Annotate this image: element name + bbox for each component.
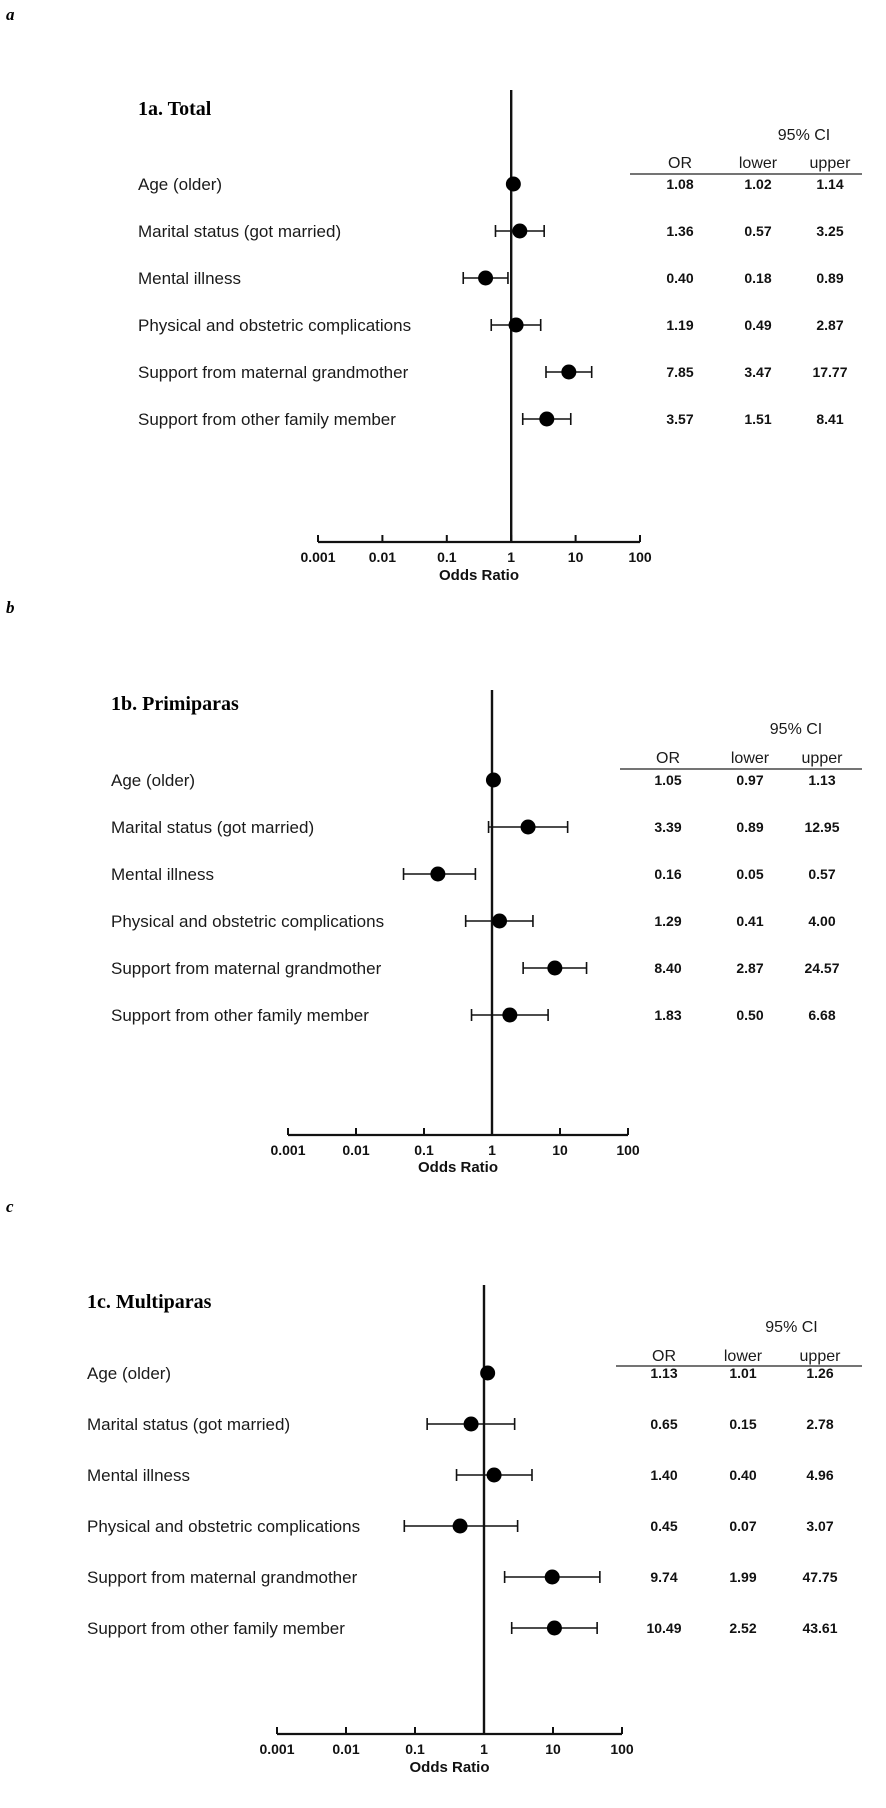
- x-tick-label: 0.01: [368, 549, 397, 565]
- row-label: Support from other family member: [87, 1619, 345, 1638]
- or-point: [547, 961, 562, 976]
- or-point: [502, 1008, 517, 1023]
- lower-header: lower: [723, 1348, 763, 1365]
- row-label: Marital status (got married): [138, 222, 342, 241]
- ci-header: 95% CI: [777, 127, 831, 144]
- or-value: 1.05: [654, 772, 682, 788]
- or-point: [545, 1570, 560, 1585]
- or-point: [487, 1468, 502, 1483]
- lower-value: 0.97: [736, 772, 764, 788]
- row-label: Mental illness: [111, 865, 214, 884]
- lower-value: 2.87: [736, 960, 764, 976]
- lower-header: lower: [738, 155, 778, 172]
- or-value: 1.36: [666, 223, 694, 239]
- or-value: 3.39: [654, 819, 682, 835]
- lower-header: lower: [730, 750, 770, 767]
- upper-value: 3.07: [806, 1518, 834, 1534]
- x-tick-label: 0.01: [332, 1741, 360, 1757]
- lower-value: 0.41: [736, 913, 764, 929]
- upper-value: 1.14: [816, 176, 844, 192]
- x-tick-label: 0.01: [342, 1142, 370, 1158]
- upper-value: 2.87: [816, 317, 844, 333]
- or-point: [561, 365, 576, 380]
- or-point: [506, 177, 521, 192]
- x-tick-label: 1: [507, 549, 516, 565]
- lower-value: 0.18: [744, 270, 772, 286]
- or-value: 1.08: [666, 176, 694, 192]
- or-value: 10.49: [646, 1620, 682, 1636]
- or-value: 3.57: [666, 411, 694, 427]
- upper-header: upper: [809, 155, 851, 172]
- upper-value: 8.41: [816, 411, 844, 427]
- or-point: [453, 1519, 468, 1534]
- panel-letter: c: [6, 1197, 14, 1216]
- x-tick-label: 100: [610, 1741, 634, 1757]
- or-point: [512, 224, 527, 239]
- x-tick-label: 100: [616, 1142, 640, 1158]
- or-value: 1.83: [654, 1007, 682, 1023]
- or-value: 1.40: [650, 1467, 678, 1483]
- row-label: Marital status (got married): [111, 818, 315, 837]
- panel-letter: a: [6, 5, 15, 24]
- row-label: Support from other family member: [111, 1006, 369, 1025]
- or-value: 1.29: [654, 913, 682, 929]
- or-value: 0.40: [666, 270, 694, 286]
- lower-value: 1.51: [744, 411, 772, 427]
- panel-title: 1b. Primiparas: [111, 693, 239, 715]
- upper-value: 1.26: [806, 1365, 834, 1381]
- x-tick-label: 0.1: [405, 1741, 425, 1757]
- lower-value: 0.07: [729, 1518, 757, 1534]
- row-label: Support from maternal grandmother: [138, 363, 409, 382]
- forest-panel-b: [6, 598, 862, 1176]
- upper-value: 12.95: [804, 819, 840, 835]
- upper-value: 0.57: [808, 866, 836, 882]
- row-label: Physical and obstetric complications: [138, 316, 412, 335]
- or-point: [492, 914, 507, 929]
- x-axis-title: Odds Ratio: [417, 1159, 499, 1176]
- x-tick-label: 10: [552, 1142, 568, 1158]
- x-tick-label: 10: [567, 549, 584, 565]
- row-label: Support from maternal grandmother: [111, 959, 382, 978]
- lower-value: 0.40: [729, 1467, 757, 1483]
- or-point: [547, 1621, 562, 1636]
- upper-header: upper: [799, 1348, 841, 1365]
- or-point: [486, 773, 501, 788]
- or-value: 0.65: [650, 1416, 678, 1432]
- row-label: Age (older): [138, 175, 223, 194]
- lower-value: 0.49: [744, 317, 772, 333]
- row-label: Age (older): [87, 1364, 172, 1383]
- lower-value: 1.02: [744, 176, 772, 192]
- forest-panel-c: [6, 1197, 862, 1776]
- upper-value: 43.61: [802, 1620, 838, 1636]
- ci-header: 95% CI: [769, 721, 823, 738]
- x-tick-label: 0.001: [300, 549, 336, 565]
- lower-value: 0.89: [736, 819, 764, 835]
- upper-value: 3.25: [816, 223, 844, 239]
- row-label: Marital status (got married): [87, 1415, 291, 1434]
- upper-value: 24.57: [804, 960, 840, 976]
- panel-title: 1c. Multiparas: [87, 1291, 212, 1313]
- upper-value: 4.00: [808, 913, 836, 929]
- or-point: [464, 1417, 479, 1432]
- lower-value: 2.52: [729, 1620, 757, 1636]
- lower-value: 1.99: [729, 1569, 757, 1585]
- upper-value: 2.78: [806, 1416, 834, 1432]
- row-label: Support from other family member: [138, 410, 396, 429]
- panel-title: 1a. Total: [138, 98, 212, 120]
- lower-value: 0.05: [736, 866, 764, 882]
- row-label: Physical and obstetric complications: [111, 912, 385, 931]
- x-tick-label: 10: [545, 1741, 561, 1757]
- or-point: [521, 820, 536, 835]
- or-value: 9.74: [650, 1569, 678, 1585]
- x-axis-title: Odds Ratio: [409, 1759, 490, 1776]
- x-tick-label: 1: [480, 1741, 488, 1757]
- or-point: [509, 318, 524, 333]
- row-label: Mental illness: [87, 1466, 190, 1485]
- row-label: Support from maternal grandmother: [87, 1568, 358, 1587]
- lower-value: 3.47: [744, 364, 772, 380]
- forest-panel-a: [6, 5, 862, 584]
- or-value: 8.40: [654, 960, 682, 976]
- upper-value: 17.77: [812, 364, 848, 380]
- x-tick-label: 0.1: [437, 549, 457, 565]
- or-value: 1.13: [650, 1365, 678, 1381]
- x-axis-title: Odds Ratio: [438, 567, 520, 584]
- or-point: [478, 271, 493, 286]
- x-tick-label: 0.001: [270, 1142, 306, 1158]
- or-value: 1.19: [666, 317, 694, 333]
- upper-value: 1.13: [808, 772, 836, 788]
- or-header: OR: [652, 1348, 676, 1365]
- or-value: 7.85: [666, 364, 694, 380]
- or-point: [539, 412, 554, 427]
- x-tick-label: 1: [488, 1142, 496, 1158]
- lower-value: 0.57: [744, 223, 772, 239]
- or-value: 0.45: [650, 1518, 678, 1534]
- upper-value: 0.89: [816, 270, 844, 286]
- row-label: Mental illness: [138, 269, 241, 288]
- x-tick-label: 0.1: [414, 1142, 434, 1158]
- upper-value: 4.96: [806, 1467, 834, 1483]
- upper-header: upper: [801, 750, 843, 767]
- upper-value: 47.75: [802, 1569, 838, 1585]
- row-label: Physical and obstetric complications: [87, 1517, 361, 1536]
- or-point: [480, 1366, 495, 1381]
- ci-header: 95% CI: [765, 1319, 818, 1336]
- x-tick-label: 100: [628, 549, 652, 565]
- or-header: OR: [656, 750, 680, 767]
- lower-value: 1.01: [729, 1365, 757, 1381]
- row-label: Age (older): [111, 771, 196, 790]
- or-value: 0.16: [654, 866, 682, 882]
- upper-value: 6.68: [808, 1007, 836, 1023]
- panel-letter: b: [6, 598, 15, 617]
- lower-value: 0.15: [729, 1416, 757, 1432]
- or-point: [430, 867, 445, 882]
- or-header: OR: [668, 155, 692, 172]
- lower-value: 0.50: [736, 1007, 764, 1023]
- x-tick-label: 0.001: [259, 1741, 295, 1757]
